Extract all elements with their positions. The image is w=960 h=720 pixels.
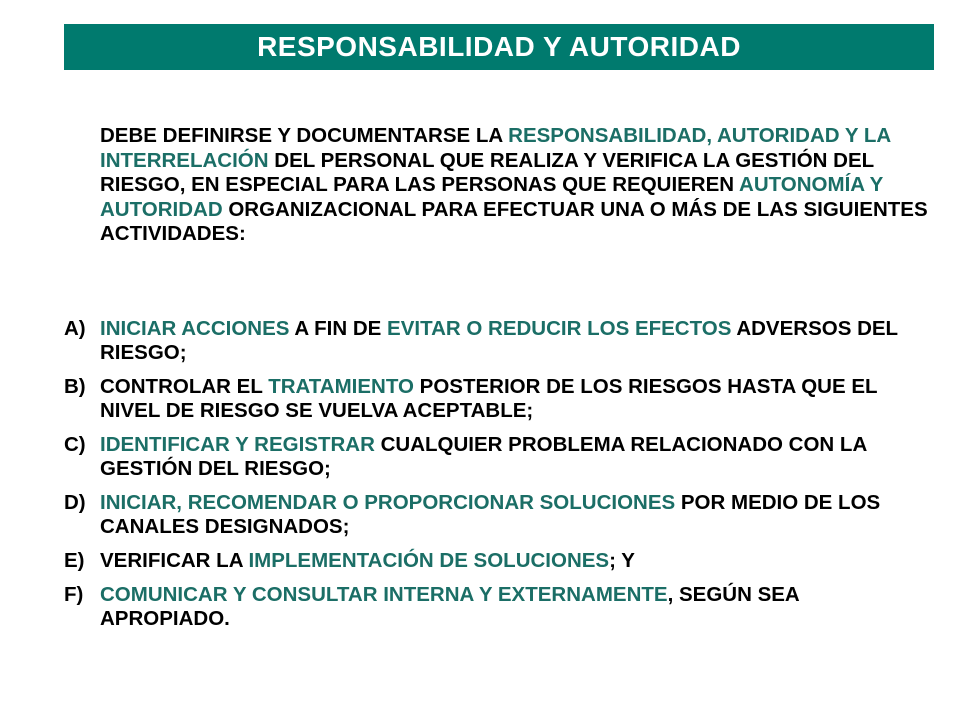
item-text: CONTROLAR EL	[100, 375, 269, 398]
item-text: POSTERIOR DE LOS RIESGOS HASTA QUE EL NIVEL DE RIESGO SE VUELVA ACEPTABLE;	[100, 375, 878, 422]
activity-list	[64, 317, 930, 641]
item-text: ADVERSOS DEL RIESGO;	[100, 317, 898, 364]
item-text: , SEGÚN SEA APROPIADO.	[100, 583, 799, 630]
list-item-text	[100, 433, 930, 481]
list-item-text	[100, 375, 930, 423]
list-item-a	[64, 317, 930, 365]
intro-highlight-2: AUTONOMÍA Y AUTORIDAD	[100, 173, 883, 221]
list-item-f	[64, 583, 930, 631]
item-text: VERIFICAR LA	[100, 549, 249, 572]
intro-text-2: DEL PERSONAL QUE REALIZA Y VERIFICA LA GESTIÓN DEL RIESGO, EN ESPECIAL PARA LAS PERSONAS QUE REQUIEREN	[100, 148, 874, 196]
item-highlight: IMPLEMENTACIÓN DE SOLUCIONES	[248, 549, 610, 572]
item-highlight: COMUNICAR Y CONSULTAR INTERNA Y EXTERNAMENTE	[100, 583, 668, 606]
list-marker: E)	[64, 549, 85, 572]
list-marker: C)	[64, 433, 86, 456]
list-item-e	[64, 549, 930, 573]
intro-text-3: ORGANIZACIONAL PARA EFECTUAR UNA O MÁS DE LAS SIGUIENTES ACTIVIDADES:	[100, 197, 928, 245]
list-marker: B)	[64, 375, 86, 398]
list-item-b	[64, 375, 930, 423]
item-highlight: IDENTIFICAR Y REGISTRAR	[100, 433, 375, 456]
list-item-text	[100, 491, 930, 539]
page-title: RESPONSABILIDAD Y AUTORIDAD	[257, 31, 741, 62]
list-marker: D)	[64, 491, 86, 514]
list-marker: F)	[64, 583, 84, 606]
item-highlight: TRATAMIENTO	[268, 375, 414, 398]
item-highlight: INICIAR, RECOMENDAR O PROPORCIONAR SOLUCIONES	[100, 491, 676, 514]
item-text: ; Y	[609, 549, 635, 572]
item-highlight: EVITAR O REDUCIR LOS EFECTOS	[387, 317, 732, 340]
item-text: CUALQUIER PROBLEMA RELACIONADO CON LA GESTIÓN DEL RIESGO;	[100, 433, 867, 480]
intro-text-1: DEBE DEFINIRSE Y DOCUMENTARSE LA	[100, 124, 509, 147]
item-text: POR MEDIO DE LOS CANALES DESIGNADOS;	[100, 491, 881, 538]
intro-highlight-1: RESPONSABILIDAD, AUTORIDAD Y LA INTERRELACIÓN	[100, 124, 891, 172]
list-item-c	[64, 433, 930, 481]
list-marker: A)	[64, 317, 86, 340]
intro-paragraph	[100, 124, 930, 247]
list-item-text	[100, 317, 930, 365]
list-item-d	[64, 491, 930, 539]
list-item-text	[100, 583, 930, 631]
item-text: A FIN DE	[289, 317, 388, 340]
list-item-text	[100, 549, 930, 573]
item-highlight: INICIAR ACCIONES	[100, 317, 290, 340]
title-bar	[64, 24, 934, 70]
